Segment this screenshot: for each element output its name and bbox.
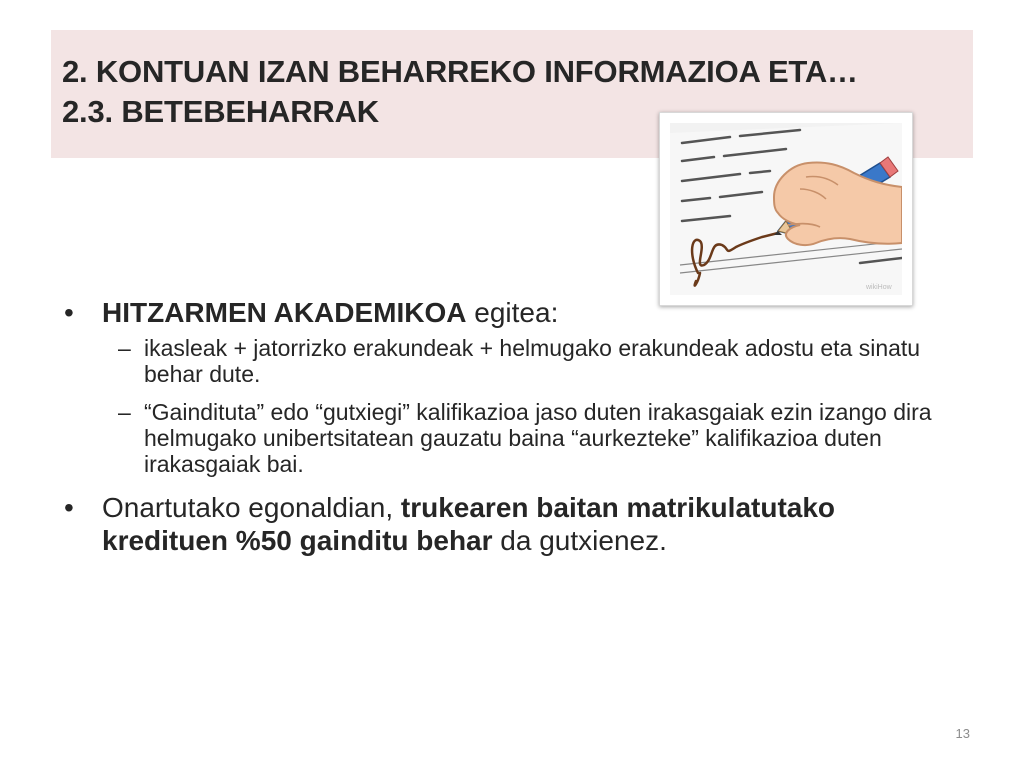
sub-dash: – xyxy=(118,399,131,425)
bullet-bold-text: HITZARMEN AKADEMIKOA xyxy=(102,297,467,328)
bullet-bold-text: trukearen baitan matrikulatutako kredituen %50 gainditu behar xyxy=(102,492,836,556)
watermark: wikiHow xyxy=(866,284,892,291)
sub-text: ikasleak + jatorrizko erakundeak + helmugako erakundeak adostu eta sinatu behar dute. xyxy=(144,335,921,387)
bullet-text: egitea: xyxy=(466,297,559,328)
sub-item xyxy=(60,399,940,477)
sub-text: “Gaindituta” edo “gutxiegi” kalifikazioa jaso duten irakasgaiak ezin izango dira helmugako unibertsitatean gauzatu baina “aurkezteke” kalifikazioa duten irakasgaiak bai. xyxy=(144,399,932,477)
bullet-text: Onartutako egonaldian, xyxy=(102,492,401,523)
title-line-1: 2. KONTUAN IZAN BEHARREKO INFORMAZIOA ETA… xyxy=(62,54,858,89)
bullet-item xyxy=(60,296,940,329)
bullet-text: da gutxienez. xyxy=(492,525,667,556)
signing-picture xyxy=(659,112,913,306)
slide-content xyxy=(60,296,940,557)
bullet-dot: • xyxy=(64,297,74,328)
title-line-2: 2.3. BETEBEHARRAK xyxy=(62,94,379,129)
sub-item xyxy=(60,335,940,387)
page-number: 13 xyxy=(955,726,970,741)
hand-signing-document-icon xyxy=(670,123,902,295)
bullet-dot: • xyxy=(64,492,74,523)
bullet-item xyxy=(60,491,940,557)
sub-list xyxy=(60,335,940,477)
sub-dash: – xyxy=(118,335,131,361)
